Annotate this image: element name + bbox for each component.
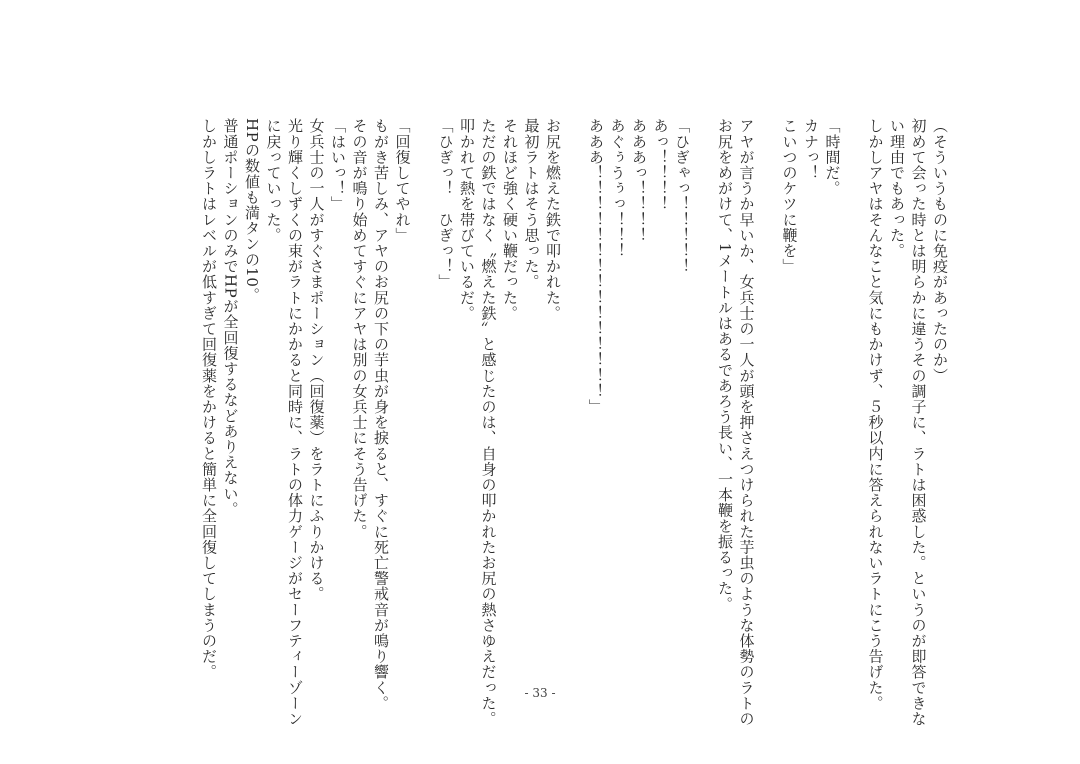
- text-line: 「はいっ！」: [329, 118, 347, 212]
- text-line: あああっ！！！！: [630, 118, 648, 243]
- text-line: に戻っていった。: [264, 118, 283, 243]
- text-line: 光り輝くしずくの束がラトにかかると同時に、ラトの体力ゲージがセーフティーゾーン: [286, 118, 304, 727]
- text-line: 初めて会った時とは明らかに違うその調子に、ラトは困惑した。というのが即答できな: [909, 118, 928, 727]
- blank-line: [843, 118, 865, 638]
- text-line: 「ひぎゃっ！！！！！: [673, 118, 691, 274]
- text-line: しかしアヤはそんなこと気にもかけず、５秒以内に答えられないラトにこう告げた。: [866, 118, 885, 711]
- text-line: ただの鉄ではなく〝燃えた鉄〟と感じたのは、自身の叩かれたお尻の熱さゆえだった。: [479, 118, 498, 727]
- text-line: こいつのケツに鞭を」: [780, 118, 799, 274]
- text-line: お尻を燃えた鉄で叩かれた。: [544, 118, 562, 321]
- blank-line: [692, 118, 714, 638]
- text-line: 「回復してやれ」: [393, 118, 412, 243]
- text-line: あっ！！！！: [651, 118, 670, 212]
- text-line: あああ！！！！！！！！！！！！！！！」: [587, 118, 605, 415]
- blank-line: [757, 118, 779, 638]
- text-line: 最初ラトはそう思った。: [522, 118, 541, 290]
- text-line: もがき苦しみ、アヤのお尻の下の芋虫が身を捩ると、すぐに死亡警戒音が鳴り響く。: [372, 118, 390, 711]
- text-line: 叩かれて熱を帯びているだ。: [458, 118, 476, 321]
- text-line: カナっ！: [802, 118, 820, 181]
- text-line: HPの数値も満タンの10。: [243, 118, 261, 304]
- text-line: それほど強く硬い鞭だった。: [501, 118, 519, 321]
- text-line: 女兵士の一人がすぐさまポーション（回復薬）をラトにふりかける。: [307, 118, 326, 602]
- text-line: アヤが言うか早いか、女兵士の一人が頭を押さえつけられた芋虫のような体勢のラトの: [737, 118, 756, 727]
- text-line: お尻をめがけて、1メートルはあるであろう長い、一本鞭を振るった。: [716, 118, 734, 612]
- page-number: - 33 -: [524, 686, 556, 700]
- text-line: 「ひぎっ！ ひぎっ！」: [436, 118, 455, 290]
- text-line: （そういうものに免疫があったのか）: [931, 118, 949, 384]
- text-line: その音が鳴り始めてすぐにアヤは別の女兵士にそう告げた。: [350, 118, 369, 540]
- text-line: あぐぅうぅっ！！！: [608, 118, 627, 259]
- text-line: 「時間だ。: [823, 118, 842, 196]
- blank-line: [413, 118, 435, 638]
- text-line: い理由でもあった。: [888, 118, 906, 259]
- text-line: 普通ポーションのみでHPが全回復するなどありえない。: [221, 118, 240, 517]
- text-line: しかしラトはレベルが低すぎて回復薬をかけると簡単に全回復してしまうのだ。: [200, 118, 218, 680]
- blank-line: [563, 118, 585, 638]
